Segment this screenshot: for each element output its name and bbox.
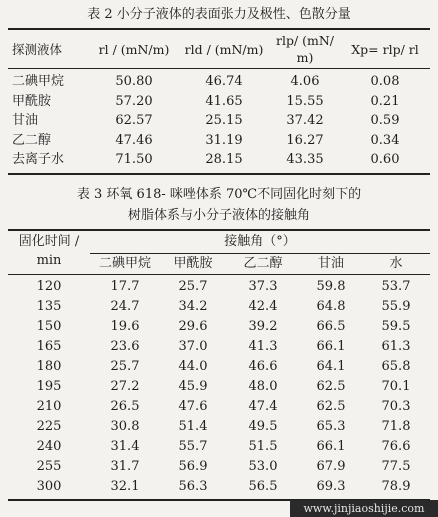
table3-angle-cell: 62.5 <box>316 399 346 414</box>
table2-value-cell: 62.57 <box>115 113 153 128</box>
table2-header-cell: rlp/ (mN/ <box>275 33 335 48</box>
table3-angle-cell: 39.2 <box>248 319 278 334</box>
table3-angle-cell: 59.5 <box>381 319 411 334</box>
table2-bottom-rule <box>8 173 430 175</box>
table3-angle-cell: 25.7 <box>110 359 140 374</box>
table3-angle-cell: 26.5 <box>110 399 140 414</box>
table2-value-cell: 43.35 <box>286 152 324 167</box>
table2-liquid-name: 去离子水 <box>12 152 65 167</box>
table2-value-cell: 0.08 <box>370 74 400 89</box>
table3-angle-cell: 53.0 <box>248 459 278 474</box>
table3-angle-cell: 61.3 <box>381 339 411 354</box>
table3-angle-cell: 24.7 <box>110 299 140 314</box>
table3-angle-cell: 48.0 <box>248 379 278 394</box>
table3-time-cell: 210 <box>36 399 62 414</box>
table3-angle-cell: 59.8 <box>316 279 346 294</box>
table3-time-cell: 180 <box>36 359 62 374</box>
table3-angle-cell: 67.9 <box>316 459 346 474</box>
table3-angle-cell: 65.3 <box>316 419 346 434</box>
table3-subheader-cell: 乙二醇 <box>243 256 283 271</box>
table3-subheader-cell: 甲酰胺 <box>173 256 213 271</box>
table3-angle-cell: 44.0 <box>178 359 208 374</box>
table3-angle-cell: 47.4 <box>248 399 278 414</box>
table3-time-cell: 225 <box>36 419 62 434</box>
table2-value-cell: 46.74 <box>205 74 243 89</box>
table2-value-cell: 15.55 <box>286 93 324 109</box>
table3-time-cell: 135 <box>36 299 62 314</box>
table3-angle-cell: 19.6 <box>110 319 140 334</box>
table2-value-cell: 0.34 <box>370 132 400 148</box>
table3-angle-cell: 49.5 <box>248 419 278 434</box>
table2-value-cell: 0.21 <box>370 93 400 109</box>
table2-header-rule <box>8 68 430 69</box>
table3-angle-cell: 51.5 <box>248 439 278 454</box>
table3-time-cell: 255 <box>36 459 62 474</box>
table3-angle-cell: 69.3 <box>316 479 346 494</box>
table3-group-rule <box>90 253 430 254</box>
table3-angle-cell: 51.4 <box>178 419 208 434</box>
table2-value-cell: 71.50 <box>115 152 153 167</box>
table2-liquid-name: 甲酰胺 <box>12 93 52 109</box>
table3-angle-cell: 76.6 <box>381 439 411 454</box>
table3-caption-line1: 表 3 环氧 618- 咪唑体系 70℃不同固化时刻下的 <box>76 187 362 202</box>
table2-liquid-name: 二碘甲烷 <box>12 74 65 89</box>
table3-angle-cell: 70.1 <box>381 379 411 394</box>
table3-subheader-cell: 甘油 <box>317 256 344 271</box>
table3-time-cell: 120 <box>36 279 62 294</box>
table3-angle-cell: 56.3 <box>178 479 208 494</box>
table3-angle-cell: 66.5 <box>316 319 346 334</box>
table2-value-cell: 16.27 <box>286 132 324 148</box>
table2-liquid-name: 甘油 <box>12 113 39 128</box>
table3-angle-cell: 66.1 <box>316 339 346 354</box>
table3-time-cell: 150 <box>36 319 62 334</box>
table3-subheader-cell: 水 <box>389 256 403 271</box>
table2-header-cell: 探测液体 <box>12 42 63 57</box>
table3-angle-cell: 55.7 <box>178 439 208 454</box>
table3-time-header-line1: 固化时间 / <box>18 234 80 249</box>
table2-value-cell: 41.65 <box>205 93 243 109</box>
table3-angle-cell: 23.6 <box>110 339 140 354</box>
table3-time-cell: 300 <box>36 479 62 494</box>
table3-angle-cell: 56.5 <box>248 479 278 494</box>
table3-angle-cell: 41.3 <box>248 339 278 354</box>
table3-angle-cell: 32.1 <box>110 479 140 494</box>
table3-angle-cell: 64.1 <box>316 359 346 374</box>
table3-angle-cell: 53.7 <box>381 279 411 294</box>
table3-angle-cell: 46.6 <box>248 359 278 374</box>
table2-value-cell: 37.42 <box>286 113 324 128</box>
table3-angle-cell: 78.9 <box>381 479 411 494</box>
table2-caption: 表 2 小分子液体的表面张力及极性、色散分量 <box>87 7 351 22</box>
table3-subheader-cell: 二碘甲烷 <box>98 256 151 271</box>
table3-angle-cell: 65.8 <box>381 359 411 374</box>
table3-angle-cell: 56.9 <box>178 459 208 474</box>
table3-header-rule <box>8 274 430 275</box>
table3-angle-cell: 47.6 <box>178 399 208 414</box>
table2-value-cell: 25.15 <box>205 113 243 128</box>
table2-value-cell: 31.19 <box>205 132 243 148</box>
table3-caption-line2: 树脂体系与小分子液体的接触角 <box>127 208 310 223</box>
table3-time-header-line2: min <box>36 253 62 268</box>
table3-angle-cell: 37.0 <box>178 339 208 354</box>
table2-value-cell: 50.80 <box>115 74 153 89</box>
table2-value-cell: 57.20 <box>115 93 153 109</box>
table3-angle-cell: 27.2 <box>110 379 140 394</box>
table3-top-rule <box>8 229 430 231</box>
table3-time-cell: 195 <box>36 379 62 394</box>
table2-liquid-name: 乙二醇 <box>12 132 52 148</box>
table2-header-cell: rl / (mN/m) <box>98 42 170 57</box>
table3-angle-cell: 31.4 <box>110 439 140 454</box>
watermark-banner: www.jinjiaoshijie.com <box>290 500 438 517</box>
table3-angle-cell: 29.6 <box>178 319 208 334</box>
table3-angle-cell: 34.2 <box>178 299 208 314</box>
table3-angle-cell: 70.3 <box>381 399 411 414</box>
table3-angle-cell: 17.7 <box>110 279 140 294</box>
table3-angle-cell: 77.5 <box>381 459 411 474</box>
table3-angle-cell: 42.4 <box>248 299 278 314</box>
table3-angle-cell: 64.8 <box>316 299 346 314</box>
table3-time-cell: 240 <box>36 439 62 454</box>
table2-header-cell: m) <box>296 50 314 65</box>
table2-value-cell: 0.59 <box>370 113 400 128</box>
table3-angle-cell: 45.9 <box>178 379 208 394</box>
table3-angle-cell: 25.7 <box>178 279 208 294</box>
table3-contact-angle-header: 接触角（°） <box>224 234 296 249</box>
table2-header-cell: Xp= rlp/ rl <box>351 42 419 57</box>
table3-angle-cell: 55.9 <box>381 299 411 314</box>
table2-value-cell: 0.60 <box>370 152 400 167</box>
table3-angle-cell: 71.8 <box>381 419 411 434</box>
table3-time-cell: 165 <box>36 339 62 354</box>
table2-value-cell: 4.06 <box>290 74 320 89</box>
table2-top-rule <box>8 28 430 30</box>
table3-angle-cell: 37.3 <box>248 279 278 294</box>
table3-angle-cell: 30.8 <box>110 419 140 434</box>
table2-value-cell: 28.15 <box>205 152 243 167</box>
table3-angle-cell: 66.1 <box>316 439 346 454</box>
table3-angle-cell: 31.7 <box>110 459 140 474</box>
table3-angle-cell: 62.5 <box>316 379 346 394</box>
table2-header-cell: rld / (mN/m) <box>184 42 264 57</box>
table2-value-cell: 47.46 <box>115 132 153 148</box>
